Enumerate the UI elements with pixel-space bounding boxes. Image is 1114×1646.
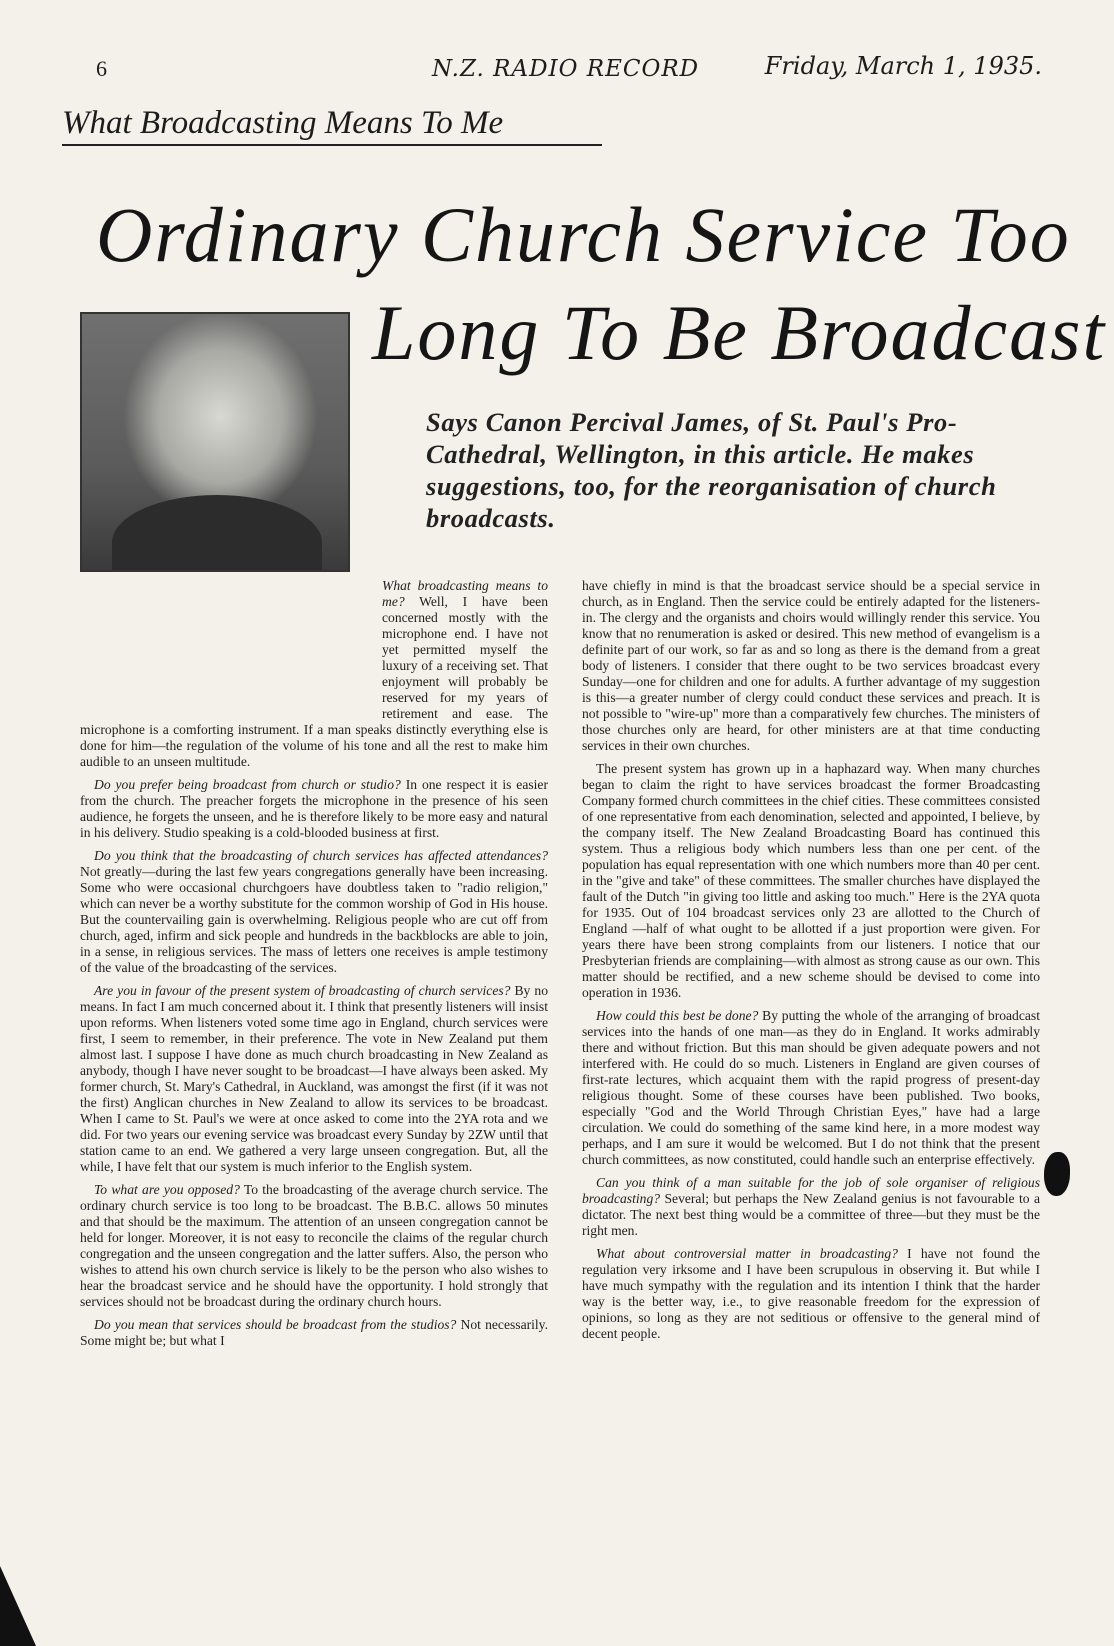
headline-line-2: Long To Be Broadcast (372, 289, 1107, 376)
paragraph-text: The present system has grown up in a haphazard way. When many churches began to claim the right to have services broadcast the former Broadcasting Company formed church committees in the chief cities. These committees consisted of one representative from each denomination, selected and appointed, I believe, by the company itself. The New Zealand Broadcasting Board has continued this system. Thus a religious body which numbers less than one per cent. of the population has equal representation with one which numbers more than 40 per cent. in the "give and take" of these committees. The smaller churches have displayed the fault of the Dutch "in giving too little and asking too much." Here is the 2YA quota for 1935. Out of 104 broadcast services only 23 are allotted to the Church of England —half of what ought to be allotted if a just proportion were given. For years there have been strong complaints from our listeners. I notice that our Presbyterian friends are complaining—with almost as strong cause as our own. This matter should be rectified, and a new scheme should be devised to come into operation in 1936. (582, 761, 1040, 1000)
interview-question: Do you mean that services should be broadcast from the studios? (94, 1317, 457, 1332)
section-title: What Broadcasting Means To Me (62, 104, 602, 146)
article-column-right (582, 578, 1040, 1349)
interview-question: What about controversial matter in broadcasting? (596, 1246, 898, 1261)
paragraph-text: have chiefly in mind is that the broadcast service should be a special service in church, as in England. Then the service could be entirely adapted for the listeners-in. The clergy and the organists and choirs would willingly render this service. You know that no renumeration is asked or desired. This new method of evangelism is a definite part of our work, so far as and so long as there is the demand from a great body of listeners. I consider that there ought to be two services broadcast every Sunday—one for children and one for adults. A further advantage of my suggestion is this—a greater number of clergy could conduct these services and preach. It is not possible to "wire-up" more than a comparatively few churches. The ministers of those churches only are heard, for other ministers are at that time conducting services in their own churches. (582, 578, 1040, 753)
article-paragraph (582, 1175, 1040, 1239)
interview-question: What broadcasting means to me? (382, 578, 548, 609)
paragraph-text: Well, I have been concerned mostly with the microphone end. I have not yet permitted myself the luxury of a receiving set. That enjoyment will probably be reserved for my years of retirement and ease. The microphone is a comforting instrument. If a man speaks distinctly everything else is done for him—the regulation of the volume of his tone and all the rest to make him audible to an unseen multitude. (80, 594, 548, 769)
interview-question: Do you think that the broadcasting of church services has affected attendances? (94, 848, 548, 863)
page-header (62, 52, 1042, 84)
article-paragraph (582, 578, 1040, 754)
article-paragraph (582, 1246, 1040, 1342)
publication-name: N.Z. RADIO RECORD (432, 56, 700, 82)
article-paragraph (582, 1008, 1040, 1168)
paragraph-text: Several; but perhaps the New Zealand genius is not favourable to a dictator. The next best thing would be a committee of three—but they must be the right men. (582, 1191, 1040, 1238)
paragraph-text: In one respect it is easier from the church. The preacher forgets the microphone in the presence of his seen audience, he forgets the unseen, and he is therefore likely to be more easy and natural in his delivery. Studio speaking is a cold-blooded business at first. (80, 777, 548, 840)
article-column-left (80, 578, 548, 1356)
scan-corner-mark (0, 1566, 36, 1646)
article-paragraph (80, 983, 548, 1175)
article-paragraph (80, 848, 548, 976)
paragraph-text: Not greatly—during the last few years congregations generally have been increasing. Some who were occasional churchgoers have doubtless taken to "radio religion," which can never be a worthy substitute for the common worship of God in His house. But the countervailing gain is overwhelming. Religious people who are cut off from church, aged, infirm and sick people and hundreds in the backblocks are able to join, in a sense, in religious services. The mass of letters one receives is ample testimony of the value of the broadcasting of the services. (80, 864, 548, 975)
interview-question: To what are you opposed? (94, 1182, 240, 1197)
photo-wrap-space (80, 578, 382, 708)
article-intro: Says Canon Percival James, of St. Paul's Pro-Cathedral, Wellington, in this article. He makes suggestions, too, for the reorganisation of church broadcasts. (426, 407, 997, 533)
interview-question: Can you think of a man suitable for the job of sole organiser of religious broadcasting? (582, 1175, 1040, 1206)
article-paragraph (582, 761, 1040, 1001)
paragraph-text: By putting the whole of the arranging of broadcast services into the hands of one man—as they do in England. It works admirably there and without friction. But this man should be given adequate powers and not interfered with. He could do so much. Listeners in England are given courses of first-rate lectures, which acquaint them with the rapid progress of present-day religious thought. Some of these courses have been published. Two books, especially "God and the World Through Christian Eyes," have had a large circulation. We could do something of the same kind here, in a more modest way perhaps, and I am sure it would be welcomed. But I do not think that the present church committees, as now constituted, could handle such an enterprise effectively. (582, 1008, 1040, 1167)
interview-question: How could this best be done? (596, 1008, 759, 1023)
paragraph-text: By no means. In fact I am much concerned about it. I think that presently listeners will insist upon reforms. When listeners voted some time ago in England, church services were first, I seem to remember, in their preference. The vote in New Zealand put them almost last. I suppose I have done as much church broadcasting in New Zealand as anybody, though I have never sought to be broadcast—I have always been asked. My former church, St. Mary's Cathedral, in Auckland, was amongst the first (if it was not the first) Anglican churches in New Zealand to allow its services to be broadcast. When I came to St. Paul's we were at once asked to come into the 2YA rota and we did. For two years our evening service was broadcast every Sunday by 2ZW until that station came to an end. We gathered a very large unseen congregation. But, all the while, I have felt that our system is much inferior to the English system. (80, 983, 548, 1174)
ink-smudge (1044, 1152, 1070, 1196)
page-number: 6 (96, 56, 107, 81)
paragraph-text: Not necessarily. Some might be; but what I (80, 1317, 548, 1348)
issue-date: Friday, March 1, 1935. (764, 52, 1042, 80)
portrait-coat-shape (112, 495, 322, 572)
headline-line-1: Ordinary Church Service Too (96, 191, 1071, 278)
paragraph-text: I have not found the regulation very irksome and I have been scrupulous in observing it. But while I have much sympathy with the regulation and its intention I think that the harder way is the better way, i.e., to give reasonable freedom for the expression of opinions, so long as they are not seditious or offensive to the general mind of decent people. (582, 1246, 1040, 1341)
interview-question: Are you in favour of the present system of broadcasting of church services? (94, 983, 511, 998)
article-paragraph (80, 1182, 548, 1310)
author-portrait-photo (80, 312, 350, 572)
paragraph-text: To the broadcasting of the average church service. The ordinary church service is too long to be broadcast. The B.B.C. allows 50 minutes and that should be the maximum. The attention of an unseen congregation cannot be held for longer. Moreover, it is not easy to reconcile the claims of the regular church congregation and the unseen congregation and the latter suffers. Also, the person who wishes to attend his own church service is likely to be the person who also wishes to hear the broadcast service and he should have the opportunity. I hold strongly that services should not be broadcast during the ordinary church hours. (80, 1182, 548, 1309)
article-paragraph (80, 1317, 548, 1349)
interview-question: Do you prefer being broadcast from church or studio? (94, 777, 401, 792)
article-paragraph (80, 777, 548, 841)
